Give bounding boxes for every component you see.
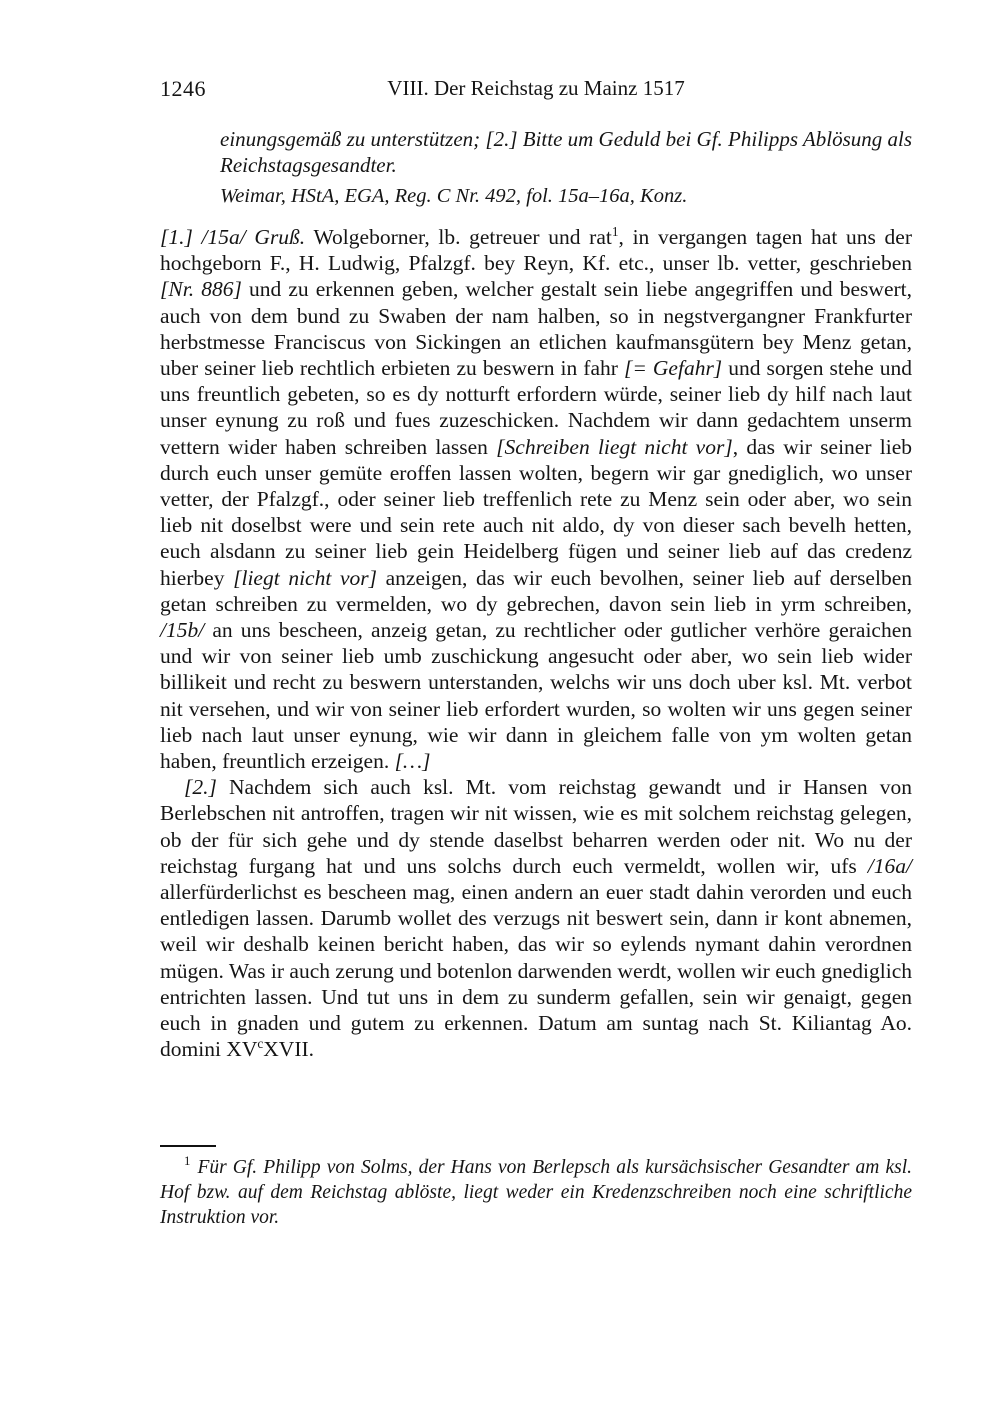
running-header: VIII. Der Reichstag zu Mainz 1517 — [387, 76, 685, 100]
footnote-text: Für Gf. Philipp von Solms, der Hans von Berlepsch als kursächsischer Gesandter am ksl. Hof bzw. auf dem Reichstag ablöste, liegt weder ein Kredenzschreiben noch eine schriftliche Instruktion vor. — [160, 1156, 912, 1228]
archival-source: Weimar, HStA, EGA, Reg. C Nr. 492, fol. 15a–16a, Konz. — [220, 185, 688, 207]
body-paragraph-2: [2.] Nachdem sich auch ksl. Mt. vom reichstag gewandt und ir Hansen von Berlebschen nit antroffen, tragen wir nit wissen, wie es mit solchem reichstag gelegen, ob der für sich gehe und dy stende daselbst beharren werden oder nit. Wo nu der reichstag furgang hat und uns solchs durch euch vermeldt, wollen wir, ufs /16a/ allerfürderlichst es bescheen mag, einen andern an euer stadt dahin verorden und euch entledigen lassen. Darumb wollet des verzugs nit beswert sein, dann ir kont abnemen, weil wir deshalb keinen bericht haben, das wir so eylends nymant dahin verordnen mügen. Was ir auch zerung und botenlon darwenden werdt, wollen wir euch gnediglich entrichten lassen. Und tut uns in dem zu sunderm gefallen, sein wir genaigt, gegen euch in gnaden und gutem zu erkennen. Datum am suntag nach St. Kiliantag Ao. domini $XV^cXVII$. — [160, 775, 912, 1062]
document-body — [160, 224, 912, 1063]
footnote-1 — [160, 1155, 912, 1230]
body-paragraph-1: [1.] /15a/ Gruß. Wolgeborner, lb. getreuer und rat$^1$, in vergangen tagen hat uns der hochgeborn F., H. Ludwig, Pfalzgf. bey Reyn, Kf. etc., unser lb. vetter, geschrieben [Nr. 886] und zu erkennen geben, welcher gestalt sein liebe angegriffen und beswert, auch von dem bund zu Swaben der nam halben, so in negstvergangner Frankfurter herbstmesse Franciscus von Sickingen an etlichen kaufmansgütern bey Menz getan, uber seiner lieb rechtlich erbieten zu beswern in fahr [= Gefahr] und sorgen stehe und uns freuntlich gebeten, so es dy notturft erfordern würde, seiner lieb dy hilf nach laut unser eynung zu roß und fues zuzeschicken. Nachdem wir dann gedachtem unserm vettern wider haben schreiben lassen [Schreiben liegt nicht vor], das wir seiner lieb durch euch unser gemüte eroffen lassen wolten, begern wir gar gnediglich, wo unser vetter, der Pfalzgf., oder seiner lieb treffenlich rete zu Menz sein oder aber, wo sein lieb nit doselbst were und sein rete auch nit aldo, dy von dieser sach bevelh hetten, euch alsdann zu seiner lieb gein Heidelberg fügen und seiner lieb auf das credenz hierbey [liegt nicht vor] anzeigen, das wir euch bevolhen, seiner lieb auf derselben getan schreiben zu vermelden, wo dy gebrechen, davon sein lieb in yrm schreiben, /15b/ an uns bescheen, anzeig getan, zu rechtlicher oder gutlicher verhöre geraichen und wir von seiner lieb umb zuschickung angesucht oder aber, wo sein lieb wider billikeit und recht zu beswern unterstanden, welchs wir uns doch uber ksl. Mt. verbot nit versehen, und wir von seiner lieb erfordert wurden, so wolten wir uns gegen seiner lieb nach laut unser eynung, wie wir dann in gleichem falle von ym wolten getan haben, freuntlich erzeigen. […] — [160, 223, 913, 774]
regest-block — [220, 126, 912, 209]
footnote-rule — [160, 1145, 216, 1147]
footnote-marker: 1 — [184, 1154, 191, 1168]
page-header — [160, 76, 912, 104]
text-column — [160, 76, 912, 1230]
page-number: 1246 — [160, 76, 206, 101]
footnote-area — [160, 1145, 912, 1230]
regest-text: einungsgemäß zu unterstützen; [2.] Bitte um Geduld bei Gf. Philipps Ablösung als Reichstagsgesandter. — [220, 127, 912, 177]
